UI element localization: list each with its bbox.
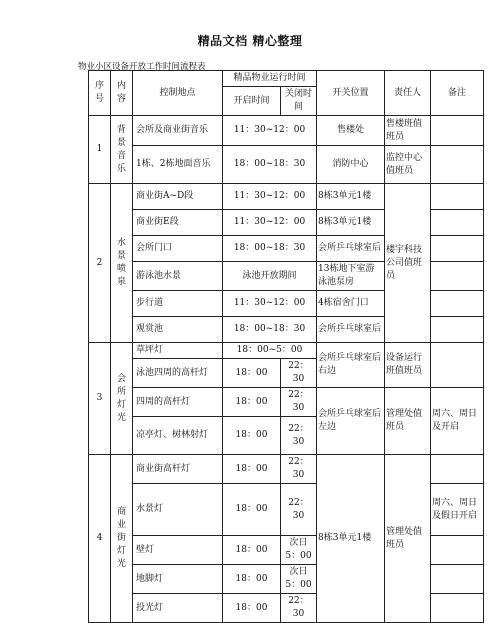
table-row [89,455,484,484]
note-cell [431,184,484,210]
switch-cell: 会所乒乓球室后右边 [317,343,385,388]
close-time-cell: 22：30 [281,359,317,388]
switch-cell: 8栋3单元1楼 [317,455,385,623]
place-cell: 1栋、2栋地面音乐 [133,146,223,184]
time-cell: 11：30~12：00 [223,210,317,236]
open-time-cell: 18：00 [223,359,281,388]
time-cell: 18：00~18：30 [223,317,317,343]
seq-cell: 1 [89,116,111,184]
content-cell: 商业街灯光 [111,455,133,623]
time-cell: 18：00~5：00 [223,343,317,359]
close-time-cell: 22：30 [281,455,317,484]
note-cell [431,594,484,623]
note-cell [431,146,484,184]
note-cell [431,210,484,236]
place-cell: 水景灯 [133,484,223,536]
header-note: 备注 [431,71,484,116]
owner-cell: 管理处值班员 [385,388,431,455]
owner-cell: 楼宇科技公司值班员 [385,184,431,343]
note-cell [431,116,484,146]
place-cell: 凉亭灯、树林射灯 [133,417,223,455]
header-owner: 责任人 [385,71,431,116]
place-cell: 商业街高杆灯 [133,455,223,484]
place-cell: 步行道 [133,291,223,317]
place-cell: 草坪灯 [133,343,223,359]
place-cell: 投光灯 [133,594,223,623]
header-runtime: 精品物业运行时间 [223,71,317,87]
place-cell: 会所门口 [133,236,223,262]
place-cell: 地脚灯 [133,565,223,594]
time-cell: 18：00~18：30 [223,236,317,262]
note-cell [431,262,484,291]
seq-cell: 4 [89,455,111,623]
table-row [89,146,484,184]
note-cell [431,565,484,594]
header-close-time: 关闭时间 [281,87,317,116]
open-time-cell: 18：00 [223,388,281,417]
switch-cell: 13栋地下室游泳池泵房 [317,262,385,291]
switch-cell: 会所乒乓球室后 [317,317,385,343]
time-cell: 11：30~12：00 [223,116,317,146]
note-cell: 周六、周日及开启 [431,388,484,455]
note-cell [431,291,484,317]
place-cell: 壁灯 [133,536,223,565]
seq-cell: 2 [89,184,111,343]
note-cell [431,455,484,484]
owner-cell: 监控中心值班员 [385,146,431,184]
note-cell: 周六、周日及假日开启 [431,484,484,536]
table-caption: 物业小区设备开放工作时间流程表 [78,62,206,72]
note-cell [431,536,484,565]
content-cell: 会所灯光 [111,343,133,455]
place-cell: 会所及商业街音乐 [133,116,223,146]
open-time-cell: 18：00 [223,455,281,484]
content-cell: 背景音乐 [111,116,133,184]
place-cell: 商业街A~D段 [133,184,223,210]
note-cell [431,236,484,262]
place-cell: 商业街E段 [133,210,223,236]
place-cell: 游泳池水景 [133,262,223,291]
header-content: 内容 [111,71,133,116]
table-row [89,343,484,359]
schedule-table [88,70,484,623]
owner-cell: 管理处值班员 [385,455,431,623]
close-time-cell: 22：30 [281,417,317,455]
switch-cell: 8栋3单元1楼 [317,210,385,236]
owner-cell: 设备运行班值班员 [385,343,431,388]
open-time-cell: 18：00 [223,417,281,455]
switch-cell: 8栋3单元1楼 [317,184,385,210]
time-cell: 11：30~12：00 [223,184,317,210]
time-cell: 18：00~18：30 [223,146,317,184]
table-row [89,116,484,146]
header-switch-position: 开关位置 [317,71,385,116]
switch-cell: 会所乒乓球室后 [317,236,385,262]
header-control-place: 控制地点 [133,71,223,116]
page-header: 精品文档 精心整理 [197,34,303,48]
table-row [89,184,484,210]
open-time-cell: 18：00 [223,536,281,565]
place-cell: 四周的高杆灯 [133,388,223,417]
time-cell: 泳池开放期间 [223,262,317,291]
note-cell [431,317,484,343]
close-time-cell: 次日5：00 [281,565,317,594]
note-cell [431,343,484,388]
open-time-cell: 18：00 [223,565,281,594]
switch-cell: 4栋宿舍门口 [317,291,385,317]
header-seq: 序号 [89,71,111,116]
header-row [89,71,484,87]
close-time-cell: 22：30 [281,484,317,536]
switch-cell: 会所乒乓球室后左边 [317,388,385,455]
seq-cell: 3 [89,343,111,455]
open-time-cell: 18：00 [223,484,281,536]
switch-cell: 售楼处 [317,116,385,146]
time-cell: 11：30~12：00 [223,291,317,317]
content-cell: 水景喷泉 [111,184,133,343]
table-row [89,388,484,417]
open-time-cell: 18：00 [223,594,281,623]
owner-cell: 售楼班值班员 [385,116,431,146]
header-open-time: 开启时间 [223,87,281,116]
place-cell: 泳池四周的高杆灯 [133,359,223,388]
close-time-cell: 次日5：00 [281,536,317,565]
close-time-cell: 22：30 [281,388,317,417]
close-time-cell: 22：30 [281,594,317,623]
switch-cell: 消防中心 [317,146,385,184]
place-cell: 观赏池 [133,317,223,343]
